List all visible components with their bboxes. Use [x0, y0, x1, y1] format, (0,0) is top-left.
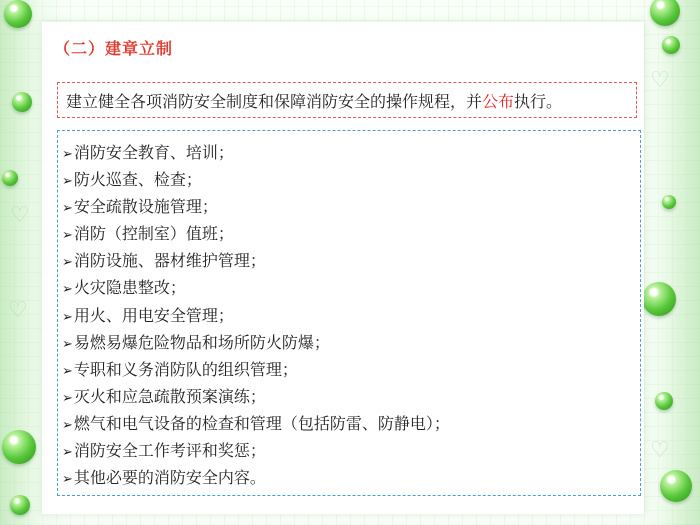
- heart-icon: ♡: [650, 438, 670, 463]
- arrow-bullet-icon: ➢: [62, 309, 73, 325]
- arrow-bullet-icon: ➢: [62, 445, 73, 461]
- arrow-bullet-icon: ➢: [62, 174, 73, 190]
- arrow-bullet-icon: ➢: [62, 336, 73, 352]
- heart-icon: ♡: [650, 68, 670, 93]
- green-ball-icon: [662, 195, 676, 209]
- green-ball-icon: [642, 282, 676, 316]
- intro-box: [57, 82, 637, 118]
- heart-icon: ♡: [8, 298, 28, 323]
- green-ball-icon: [2, 430, 36, 464]
- list-item: ➢用火、用电安全管理；: [62, 305, 234, 325]
- list-item: ➢火灾隐患整改；: [62, 278, 186, 298]
- list-item: ➢防火巡查、检查；: [62, 170, 202, 190]
- list-item: ➢专职和义务消防队的组织管理；: [62, 359, 298, 379]
- arrow-bullet-icon: ➢: [62, 228, 73, 244]
- list-item: ➢消防安全工作考评和奖惩；: [62, 441, 266, 461]
- list-item: ➢消防（控制室）值班；: [62, 224, 234, 244]
- list-item: ➢易燃易爆危险物品和场所防火防爆；: [62, 332, 330, 352]
- green-ball-icon: [12, 92, 32, 112]
- green-ball-icon: [10, 495, 30, 515]
- green-ball-icon: [2, 170, 18, 186]
- section-title: （二）建章立制: [54, 39, 174, 58]
- green-ball-icon: [662, 36, 680, 54]
- arrow-bullet-icon: ➢: [62, 201, 73, 217]
- arrow-bullet-icon: ➢: [62, 417, 73, 433]
- list-item: ➢燃气和电气设备的检查和管理（包括防雷、防静电）；: [62, 413, 450, 433]
- arrow-bullet-icon: ➢: [62, 147, 73, 162]
- green-ball-icon: [655, 392, 673, 410]
- green-ball-icon: [4, 0, 32, 28]
- list-item: ➢消防设施、器材维护管理；: [62, 251, 266, 271]
- list-item: ➢消防安全教育、培训；: [62, 143, 234, 162]
- list-item: ➢安全疏散设施管理；: [62, 197, 218, 217]
- list-item: ➢灭火和应急疏散预案演练；: [62, 386, 266, 406]
- regulation-list: [57, 130, 641, 496]
- green-ball-icon: [660, 470, 692, 502]
- arrow-bullet-icon: ➢: [62, 363, 73, 379]
- list-item: ➢其他必要的消防安全内容。: [62, 468, 266, 488]
- arrow-bullet-icon: ➢: [62, 282, 73, 298]
- arrow-bullet-icon: ➢: [62, 390, 73, 406]
- intro-text: 建立健全各项消防安全制度和保障消防安全的操作规程，并公布执行。: [66, 91, 563, 111]
- arrow-bullet-icon: ➢: [62, 255, 73, 271]
- heart-icon: ♡: [10, 203, 30, 228]
- arrow-bullet-icon: ➢: [62, 472, 73, 488]
- intro-highlight: 公布: [482, 91, 515, 111]
